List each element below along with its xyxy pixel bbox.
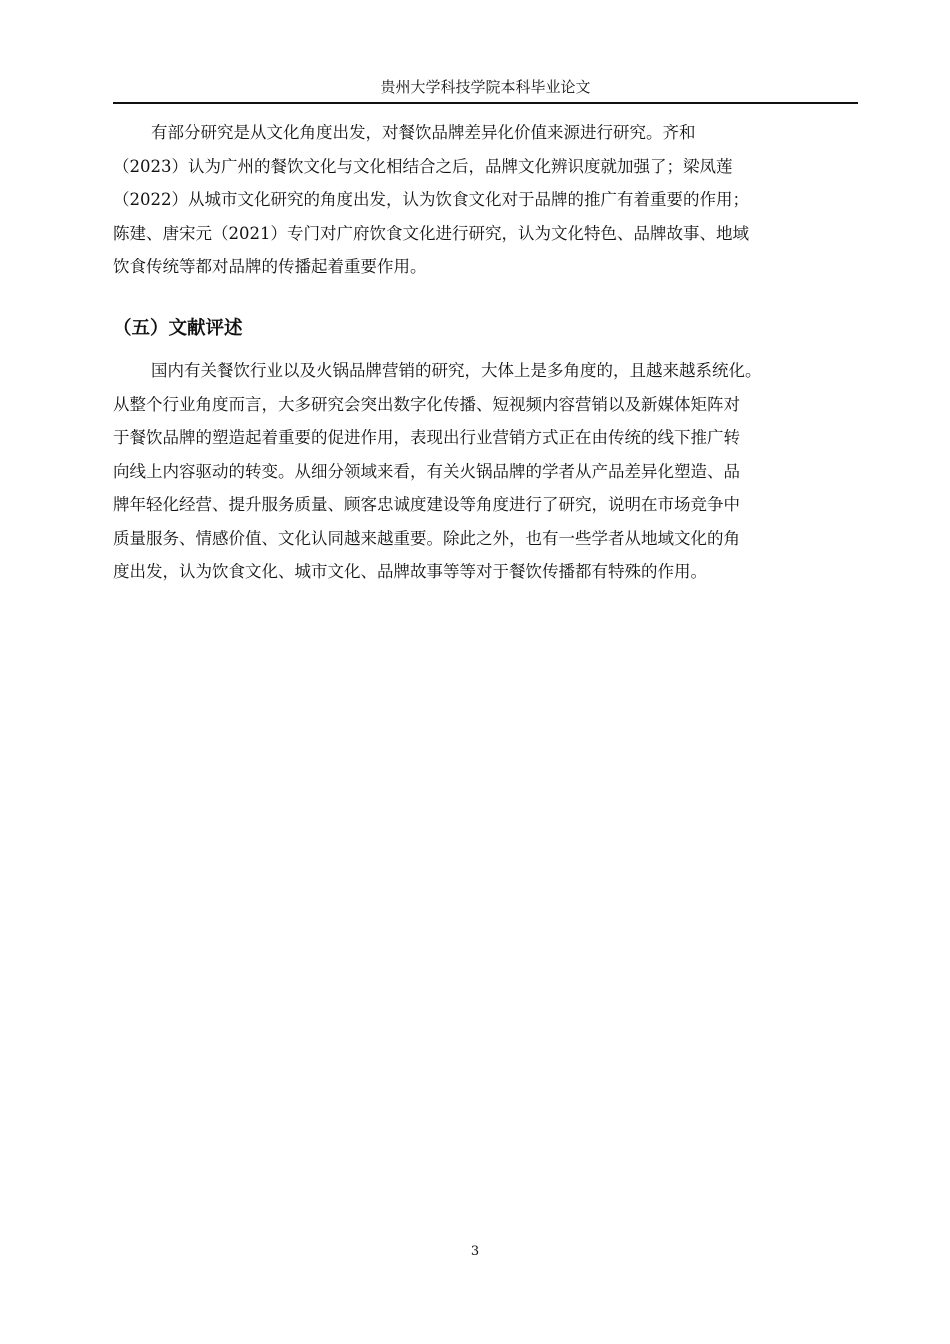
paragraph-line: 陈建、唐宋元（2021）专门对广府饮食文化进行研究，认为文化特色、品牌故事、地域 [113, 223, 749, 243]
page-header [113, 74, 858, 104]
paragraph-line: 于餐饮品牌的塑造起着重要的促进作用，表现出行业营销方式正在由传统的线下推广转 [113, 428, 740, 447]
paragraph-line: 国内有关餐饮行业以及火锅品牌营销的研究，大体上是多角度的，且越来越系统化。 [151, 361, 762, 380]
paragraph-cultural-research [113, 116, 865, 284]
paragraph-line: 有部分研究是从文化角度出发，对餐饮品牌差异化价值来源进行研究。齐和 [151, 123, 696, 142]
paragraph-line: 向线上内容驱动的转变。从细分领域来看，有关火锅品牌的学者从产品差异化塑造、品 [113, 461, 740, 481]
section-heading-literature-review: （五）文献评述 [113, 318, 243, 339]
paragraph-line: 从整个行业角度而言，大多研究会突出数字化传播、短视频内容营销以及新媒体矩阵对 [113, 394, 740, 414]
page-number: 3 [470, 1244, 480, 1259]
paragraph-line: （2023）认为广州的餐饮文化与文化相结合之后，品牌文化辨识度就加强了；梁凤莲 [113, 156, 733, 176]
paragraph-line: 度出发，认为饮食文化、城市文化、品牌故事等等对于餐饮传播都有特殊的作用。 [113, 562, 707, 581]
paragraph-literature-review [113, 354, 865, 589]
paragraph-line: （2022）从城市文化研究的角度出发，认为饮食文化对于品牌的推广有着重要的作用； [113, 190, 749, 209]
paragraph-line: 饮食传统等都对品牌的传播起着重要作用。 [113, 257, 427, 276]
header-title: 贵州大学科技学院本科毕业论文 [380, 78, 591, 96]
paragraph-line: 牌年轻化经营、提升服务质量、顾客忠诚度建设等角度进行了研究，说明在市场竞争中 [113, 495, 740, 514]
paragraph-line: 质量服务、情感价值、文化认同越来越重要。除此之外，也有一些学者从地域文化的角 [113, 528, 740, 548]
